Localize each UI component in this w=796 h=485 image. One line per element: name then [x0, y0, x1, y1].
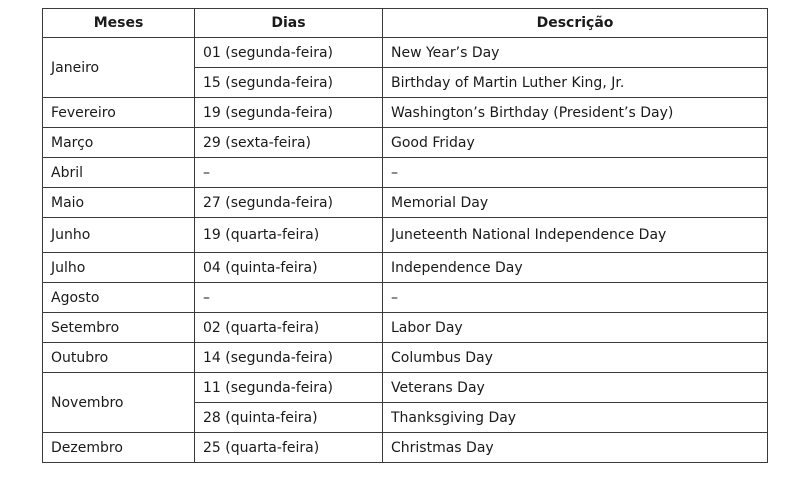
day-cell: 02 (quarta-feira) — [195, 313, 383, 343]
holidays-table — [42, 8, 768, 463]
description-cell: – — [383, 283, 768, 313]
month-cell: Outubro — [43, 343, 195, 373]
table-row — [43, 38, 768, 68]
day-cell: 28 (quinta-feira) — [195, 403, 383, 433]
month-cell: Abril — [43, 158, 195, 188]
month-cell: Junho — [43, 218, 195, 253]
table-body — [43, 38, 768, 463]
day-cell: 19 (segunda-feira) — [195, 98, 383, 128]
day-cell: 01 (segunda-feira) — [195, 38, 383, 68]
month-cell: Fevereiro — [43, 98, 195, 128]
description-cell: Veterans Day — [383, 373, 768, 403]
month-cell: Dezembro — [43, 433, 195, 463]
day-cell: 19 (quarta-feira) — [195, 218, 383, 253]
table-row — [43, 98, 768, 128]
day-cell: 15 (segunda-feira) — [195, 68, 383, 98]
header-row — [43, 9, 768, 38]
description-cell: Christmas Day — [383, 433, 768, 463]
table-row — [43, 253, 768, 283]
table-row — [43, 373, 768, 403]
month-cell: Setembro — [43, 313, 195, 343]
month-cell: Novembro — [43, 373, 195, 433]
day-cell: 14 (segunda-feira) — [195, 343, 383, 373]
month-cell: Julho — [43, 253, 195, 283]
description-cell: Juneteenth National Independence Day — [383, 218, 768, 253]
day-cell: – — [195, 158, 383, 188]
description-cell: Washington’s Birthday (President’s Day) — [383, 98, 768, 128]
description-cell: Memorial Day — [383, 188, 768, 218]
header-days: Dias — [195, 9, 383, 38]
day-cell: 27 (segunda-feira) — [195, 188, 383, 218]
description-cell: Labor Day — [383, 313, 768, 343]
header-months: Meses — [43, 9, 195, 38]
month-cell: Agosto — [43, 283, 195, 313]
day-cell: – — [195, 283, 383, 313]
description-cell: Good Friday — [383, 128, 768, 158]
table-row — [43, 218, 768, 253]
table-row — [43, 158, 768, 188]
table-row — [43, 433, 768, 463]
table-row — [43, 343, 768, 373]
month-cell: Março — [43, 128, 195, 158]
table-row — [43, 188, 768, 218]
day-cell: 04 (quinta-feira) — [195, 253, 383, 283]
description-cell: Independence Day — [383, 253, 768, 283]
month-cell: Janeiro — [43, 38, 195, 98]
description-cell: Birthday of Martin Luther King, Jr. — [383, 68, 768, 98]
day-cell: 29 (sexta-feira) — [195, 128, 383, 158]
table-row — [43, 283, 768, 313]
description-cell: Thanksgiving Day — [383, 403, 768, 433]
description-cell: New Year’s Day — [383, 38, 768, 68]
day-cell: 25 (quarta-feira) — [195, 433, 383, 463]
day-cell: 11 (segunda-feira) — [195, 373, 383, 403]
description-cell: – — [383, 158, 768, 188]
header-description: Descrição — [383, 9, 768, 38]
description-cell: Columbus Day — [383, 343, 768, 373]
month-cell: Maio — [43, 188, 195, 218]
table-row — [43, 128, 768, 158]
table-row — [43, 313, 768, 343]
